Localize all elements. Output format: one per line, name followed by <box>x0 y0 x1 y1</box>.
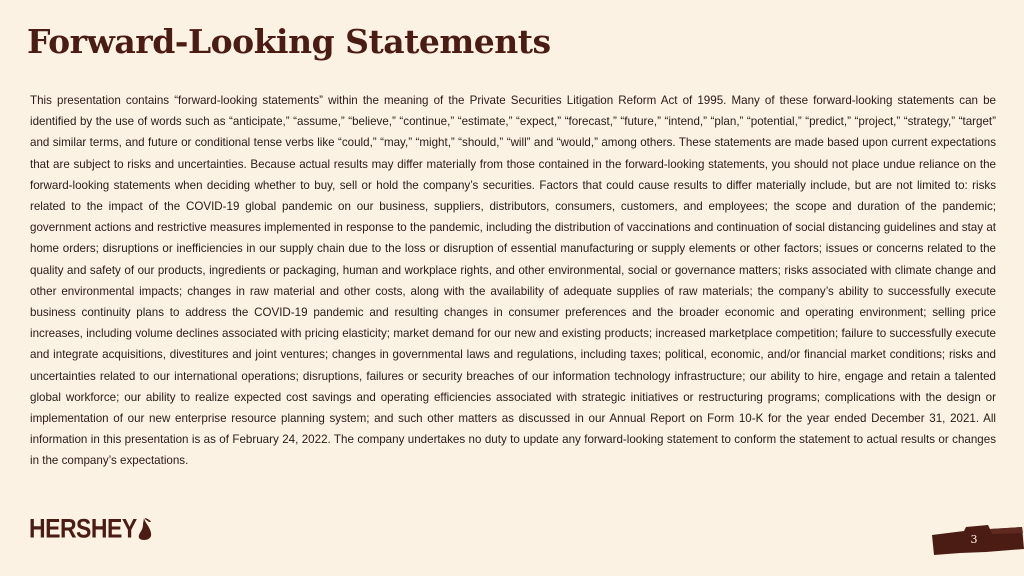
page-number: 3 <box>970 533 978 546</box>
logo-wordmark: HERSHEY <box>29 513 137 544</box>
hershey-logo <box>29 513 152 544</box>
disclaimer-paragraph: This presentation contains “forward-looking statements” within the meaning of the Private Securities Litigation Reform Act of 1995. Many of these forward-looking statements can be identified by the use of words such as “anticipate,” “assume,” “believe,” “continue,” “estimate,” “expect,” “forecast,” “future,” “intend,” “plan,” “potential,” “predict,” “project,” “strategy,” “target” and similar terms, and future or conditional tense verbs like “could,” “may,” “might,” “should,” “will” and “would,” among others. These statements are made based upon current expectations that are subject to risks and uncertainties. Because actual results may differ materially from those contained in the forward-looking statements, you should not place undue reliance on the forward-looking statements when deciding whether to buy, sell or hold the company’s securities. Factors that could cause results to differ materially include, but are not limited to: risks related to the impact of the COVID-19 global pandemic on our business, suppliers, distributors, consumers, customers, and employees; the scope and duration of the pandemic; government actions and restrictive measures implemented in response to the pandemic, including the distribution of vaccinations and continuation of social distancing guidelines and stay at home orders; disruptions or inefficiencies in our supply chain due to the loss or disruption of essential manufacturing or supply elements or other factors; issues or concerns related to the quality and safety of our products, ingredients or packaging, human and workplace rights, and other environmental, social or governance matters; risks associated with climate change and other environmental impacts; changes in raw material and other costs, along with the availability of adequate supplies of raw materials; the company’s ability to successfully execute business continuity plans to address the COVID-19 pandemic and resulting changes in consumer preferences and the broader economic and operating environment; selling price increases, including volume declines associated with pricing elasticity; market demand for our new and existing products; increased marketplace competition; failure to successfully execute and integrate acquisitions, divestitures and joint ventures; changes in governmental laws and regulations, including taxes; political, economic, and/or financial market conditions; risks and uncertainties related to our international operations; disruptions, failures or security breaches of our information technology infrastructure; our ability to hire, engage and retain a talented global workforce; our ability to realize expected cost savings and operating efficiencies associated with strategic initiatives or restructuring programs; complications with the design or implementation of our new enterprise resource planning system; and such other matters as discussed in our Annual Report on Form 10-K for the year ended December 31, 2021. All information in this presentation is as of February 24, 2022. The company undertakes no duty to update any forward-looking statement to conform the statement to actual results or changes in the company’s expectations. <box>30 94 996 468</box>
kiss-icon <box>138 518 152 540</box>
slide-title: Forward-Looking Statements <box>27 22 551 61</box>
